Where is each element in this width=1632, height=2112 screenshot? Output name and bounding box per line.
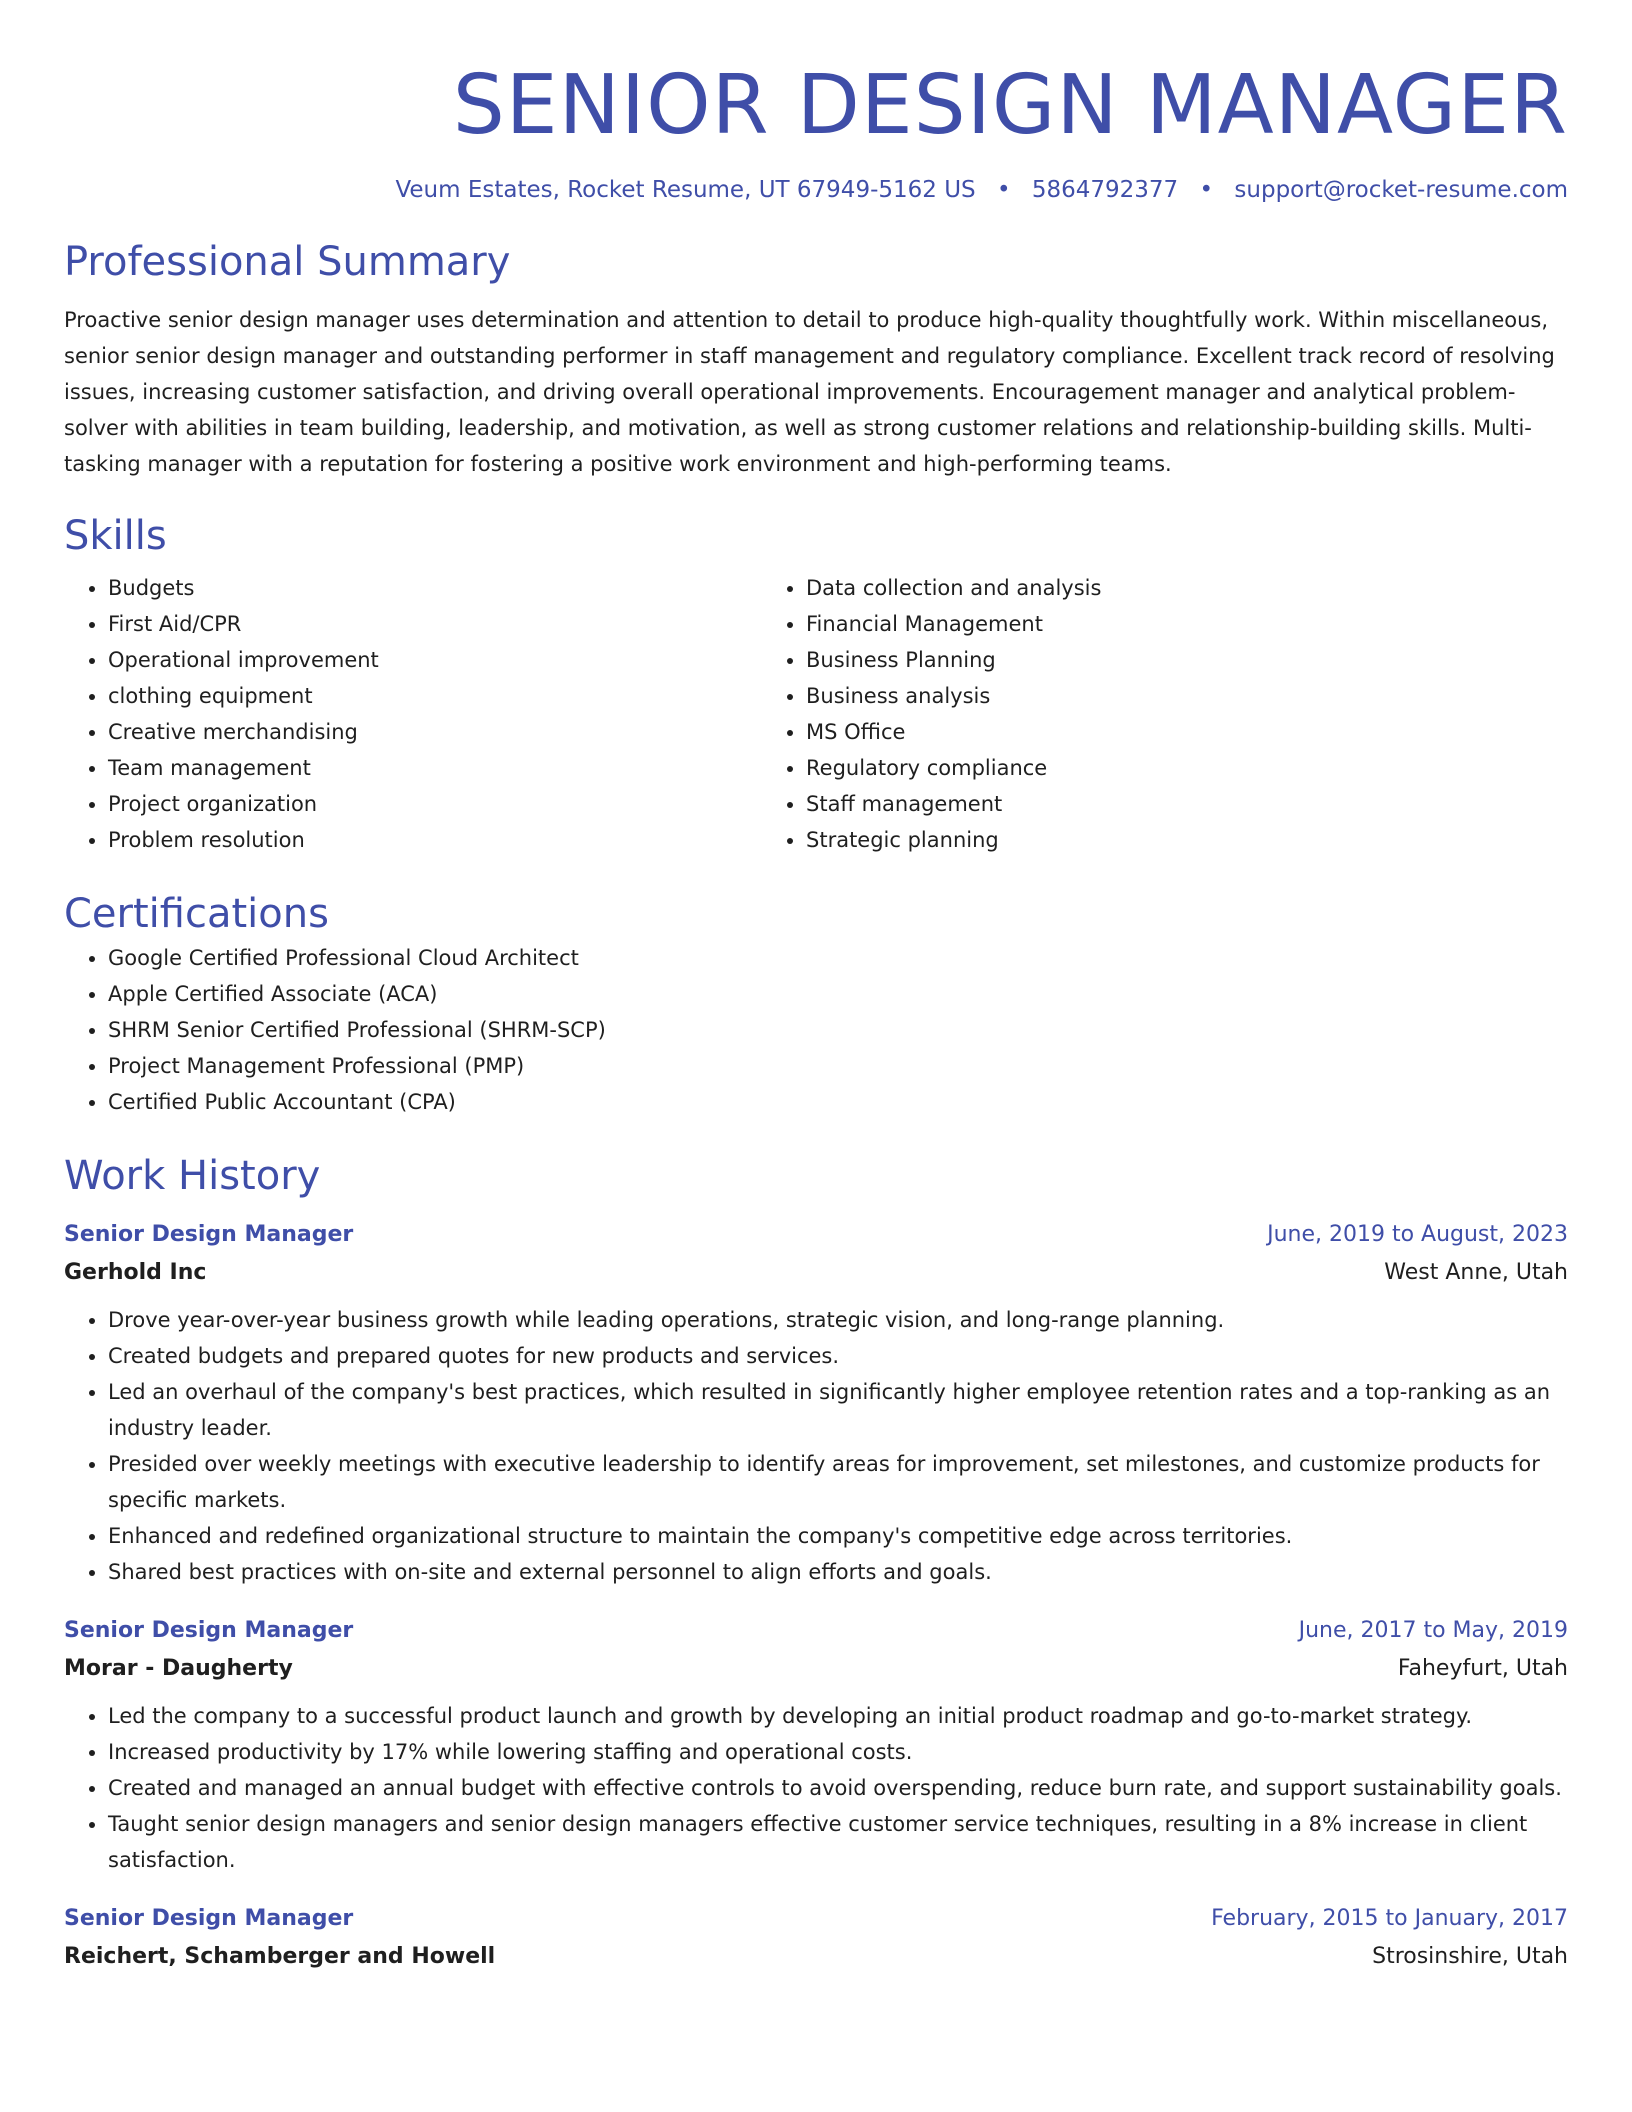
job-title: Senior Design Manager bbox=[64, 1618, 354, 1643]
work-history-heading: Work History bbox=[64, 1153, 321, 1199]
skill-item: • Business Planning bbox=[806, 642, 1504, 678]
skills-heading: Skills bbox=[64, 513, 167, 559]
job-title: Senior Design Manager bbox=[64, 1222, 354, 1247]
skill-item: • Financial Management bbox=[806, 606, 1504, 642]
skill-item: • Strategic planning bbox=[806, 822, 1504, 858]
certification-item: • Certified Public Accountant (CPA) bbox=[108, 1084, 1568, 1120]
candidate-name: SENIOR DESIGN MANAGER bbox=[452, 58, 1568, 153]
job-entry bbox=[64, 1216, 1568, 1590]
certification-item: • Apple Certified Associate (ACA) bbox=[108, 976, 1568, 1012]
job-bullets bbox=[64, 1302, 1568, 1590]
skill-item: • Data collection and analysis bbox=[806, 570, 1504, 606]
job-bullet: • Drove year-over-year business growth while leading operations, strategic vision, and long-range planning. bbox=[108, 1302, 1568, 1338]
job-company: Morar - Daugherty bbox=[64, 1656, 293, 1681]
skill-item: • Problem resolution bbox=[108, 822, 762, 858]
job-entry bbox=[64, 1612, 1568, 1878]
summary-heading: Professional Summary bbox=[64, 239, 511, 285]
job-dates: February, 2015 to January, 2017 bbox=[1211, 1906, 1568, 1931]
job-bullet: • Increased productivity by 17% while lowering staffing and operational costs. bbox=[108, 1734, 1568, 1770]
contact-email[interactable]: support@rocket-resume.com bbox=[1234, 177, 1568, 203]
certification-item: • SHRM Senior Certified Professional (SHRM-SCP) bbox=[108, 1012, 1568, 1048]
certifications-list bbox=[64, 940, 1568, 1120]
skill-item: • Regulatory compliance bbox=[806, 750, 1504, 786]
job-bullet: • Enhanced and redefined organizational structure to maintain the company's competitive edge across territories. bbox=[108, 1518, 1568, 1554]
job-bullet: • Shared best practices with on-site and external personnel to align efforts and goals. bbox=[108, 1554, 1568, 1590]
skills-column-left bbox=[64, 570, 762, 858]
job-bullet: • Created and managed an annual budget with effective controls to avoid overspending, reduce burn rate, and support sustainability goals. bbox=[108, 1770, 1568, 1806]
job-company: Gerhold Inc bbox=[64, 1260, 207, 1285]
job-header-row bbox=[64, 1612, 1568, 1650]
contact-separator: • bbox=[1199, 177, 1214, 203]
job-company-row bbox=[64, 1938, 1568, 1976]
job-header-row bbox=[64, 1216, 1568, 1254]
contact-line bbox=[64, 174, 1568, 206]
job-bullet: • Led an overhaul of the company's best practices, which resulted in significantly higher employee retention rates and a top-ranking as an industry leader. bbox=[108, 1374, 1568, 1446]
job-company: Reichert, Schamberger and Howell bbox=[64, 1944, 496, 1969]
skill-item: • Team management bbox=[108, 750, 762, 786]
resume-page bbox=[64, 0, 1568, 1976]
skill-item: • First Aid/CPR bbox=[108, 606, 762, 642]
job-dates: June, 2017 to May, 2019 bbox=[1298, 1618, 1568, 1643]
summary-text: Proactive senior design manager uses determination and attention to detail to produce high-quality thoughtfully work. Within miscellaneous, senior senior design manager and outstanding performer in staff management and regulatory compliance. Excellent track record of resolving issues, increasing customer satisfaction, and driving overall operational improvements. Encouragement manager and analytical problem-solver with abilities in team building, leadership, and motivation, as well as strong customer relations and relationship-building skills. Multi-tasking manager with a reputation for fostering a positive work environment and high-performing teams. bbox=[64, 308, 1555, 476]
job-entry bbox=[64, 1900, 1568, 1976]
skill-item: • Operational improvement bbox=[108, 642, 762, 678]
job-dates: June, 2019 to August, 2023 bbox=[1267, 1222, 1568, 1247]
skills-grid bbox=[64, 570, 1568, 858]
job-location: West Anne, Utah bbox=[1384, 1260, 1568, 1285]
contact-address: Veum Estates, Rocket Resume, UT 67949-5162 US bbox=[395, 177, 976, 203]
job-bullet: • Presided over weekly meetings with executive leadership to identify areas for improvement, set milestones, and customize products for specific markets. bbox=[108, 1446, 1568, 1518]
certification-item: • Google Certified Professional Cloud Architect bbox=[108, 940, 1568, 976]
skills-column-right bbox=[762, 570, 1504, 858]
job-title: Senior Design Manager bbox=[64, 1906, 354, 1931]
job-company-row bbox=[64, 1650, 1568, 1688]
skill-item: • Staff management bbox=[806, 786, 1504, 822]
contact-phone: 5864792377 bbox=[1031, 177, 1179, 203]
skill-item: • Creative merchandising bbox=[108, 714, 762, 750]
job-header-row bbox=[64, 1900, 1568, 1938]
contact-separator: • bbox=[996, 177, 1011, 203]
job-bullet: • Led the company to a successful product launch and growth by developing an initial product roadmap and go-to-market strategy. bbox=[108, 1698, 1568, 1734]
job-bullet: • Taught senior design managers and senior design managers effective customer service techniques, resulting in a 8% increase in client satisfaction. bbox=[108, 1806, 1568, 1878]
skill-item: • MS Office bbox=[806, 714, 1504, 750]
certification-item: • Project Management Professional (PMP) bbox=[108, 1048, 1568, 1084]
job-bullets bbox=[64, 1698, 1568, 1878]
skill-item: • Budgets bbox=[108, 570, 762, 606]
skill-item: • clothing equipment bbox=[108, 678, 762, 714]
job-location: Faheyfurt, Utah bbox=[1397, 1656, 1568, 1681]
job-company-row bbox=[64, 1254, 1568, 1292]
job-location: Strosinshire, Utah bbox=[1372, 1944, 1568, 1969]
job-bullet: • Created budgets and prepared quotes for new products and services. bbox=[108, 1338, 1568, 1374]
skill-item: • Business analysis bbox=[806, 678, 1504, 714]
skill-item: • Project organization bbox=[108, 786, 762, 822]
certifications-heading: Certifications bbox=[64, 891, 329, 937]
